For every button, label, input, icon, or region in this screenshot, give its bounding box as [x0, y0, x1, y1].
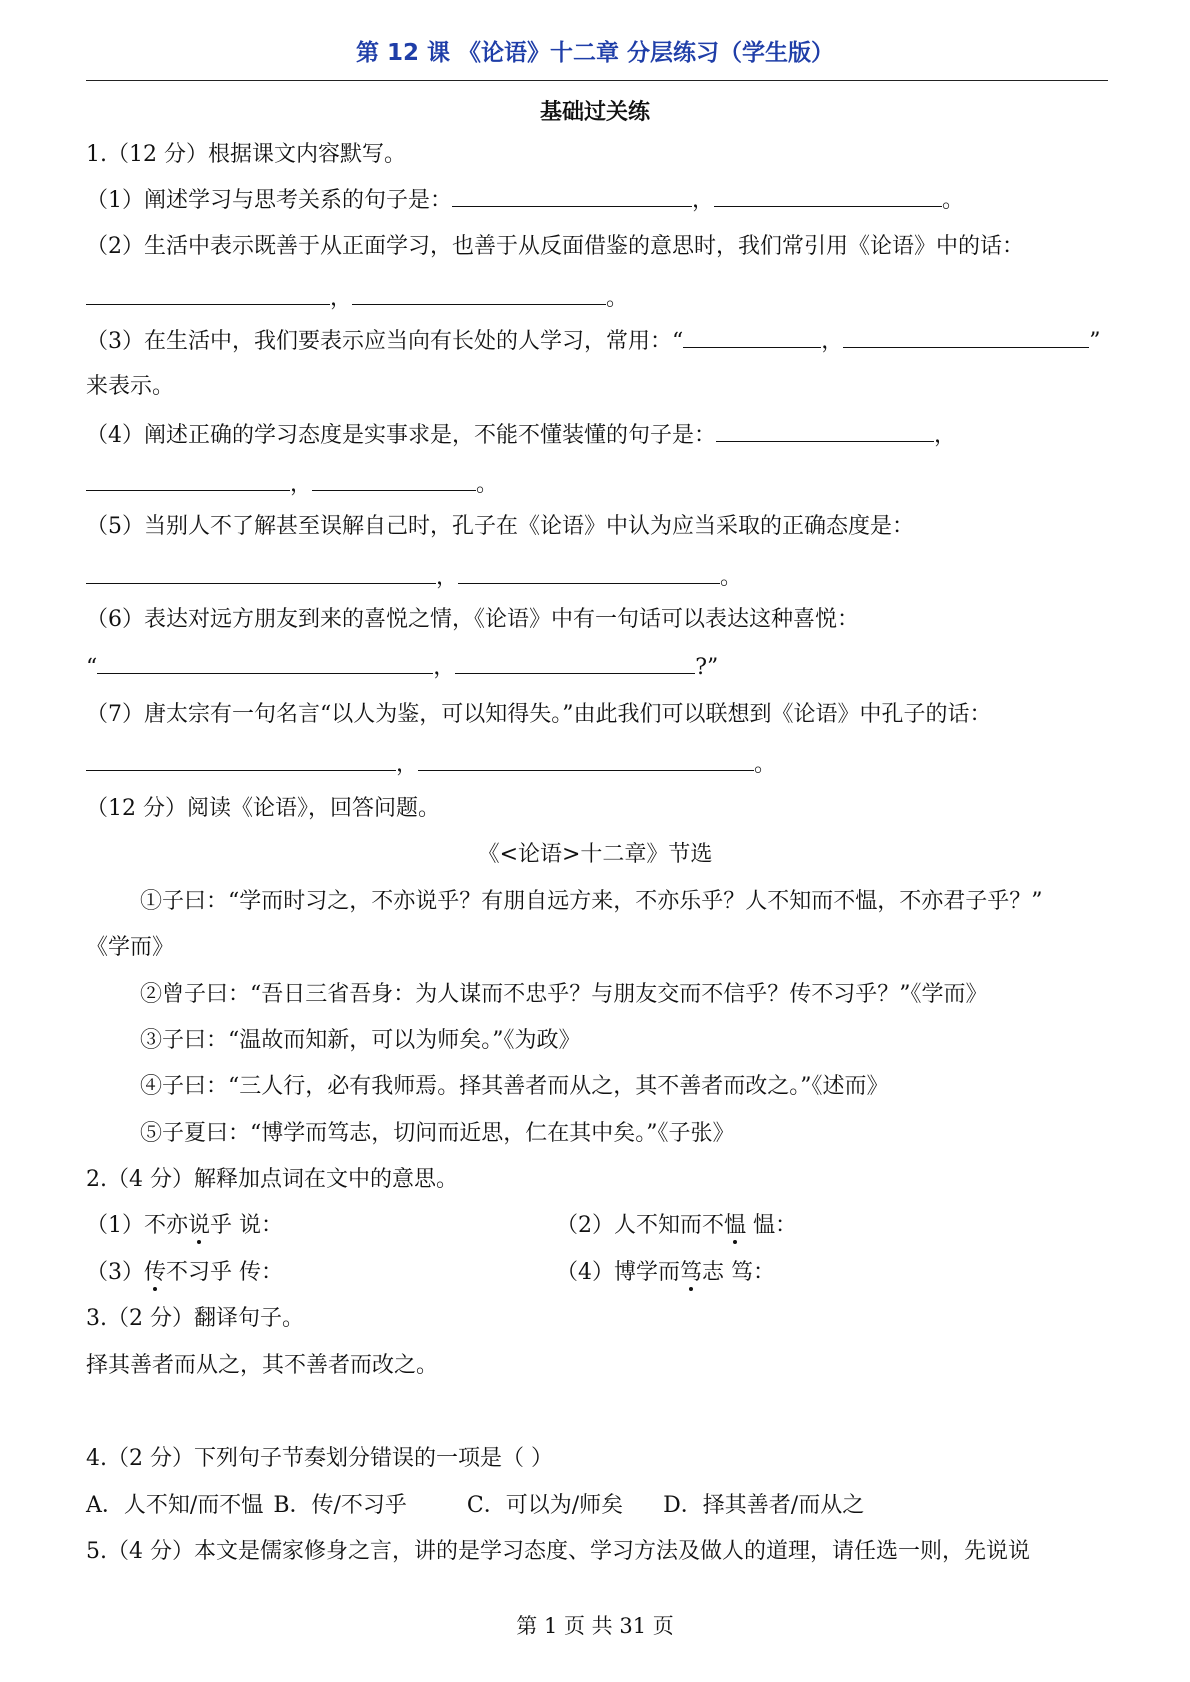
q3-stem: 3.（2 分）翻译句子。	[86, 1306, 304, 1331]
q1-part7: （7）唐太宗有一句名言“以人为鉴，可以知得失。”由此我们可以联想到《论语》中孔子的话：	[86, 702, 992, 727]
q2-stem: 2.（4 分）解释加点词在文中的意思。	[86, 1167, 458, 1192]
q1-part3-text: （3）在生活中，我们要表示应当向有长处的人学习，常用：“	[86, 329, 684, 354]
passage-line: ③子曰：“温故而知新，可以为师矣。”《为政》	[140, 1028, 581, 1053]
passage-line: ⑤子夏曰：“博学而笃志，切问而近思，仁在其中矣。”《子张》	[140, 1121, 735, 1146]
answer-blank[interactable]	[458, 561, 720, 584]
dotted-word: 笃	[680, 1260, 703, 1285]
q4-stem: 4.（2 分）下列句子节奏划分错误的一项是（ ）	[86, 1446, 553, 1471]
title-divider	[86, 80, 1108, 81]
dotted-word: 愠	[724, 1213, 747, 1238]
q1-part3: （3）在生活中，我们要表示应当向有长处的人学习，常用：“ ， ”	[86, 325, 1101, 357]
answer-blank[interactable]	[352, 282, 606, 305]
q1-stem: 1.（12 分）根据课文内容默写。	[86, 142, 406, 167]
dotted-word: 说	[188, 1213, 211, 1238]
q1-part1: （1）阐述学习与思考关系的句子是： ， 。	[86, 184, 964, 216]
answer-blank[interactable]	[843, 325, 1089, 348]
q2-item-text: （3）	[86, 1260, 144, 1285]
q2-item-text: （2）人不知而不	[556, 1213, 724, 1238]
passage-title: 《<论语>十二章》节选	[477, 842, 713, 867]
reading-intro: （12 分）阅读《论语》，回答问题。	[86, 796, 440, 821]
q1-part4-text: （4）阐述正确的学习态度是实事求是，不能不懂装懂的句子是：	[86, 423, 716, 448]
q1-part6: （6）表达对远方朋友到来的喜悦之情，《论语》中有一句话可以表达这种喜悦：	[86, 607, 859, 632]
page-title: 第 12 课 《论语》十二章 分层练习（学生版）	[355, 40, 835, 66]
answer-blank[interactable]	[86, 561, 436, 584]
answer-blank[interactable]	[86, 282, 330, 305]
q5-stem: 5.（4 分）本文是儒家修身之言，讲的是学习态度、学习方法及做人的道理，请任选一则，先说说	[86, 1539, 1030, 1564]
q2-item-text: 不习乎 传：	[166, 1260, 284, 1285]
q2-item-text: （1）不亦	[86, 1213, 188, 1238]
option-d: D．择其善者/而从之	[663, 1493, 865, 1518]
q1-part4-answer: ， 。	[86, 468, 498, 500]
q1-part2: （2）生活中表示既善于从正面学习，也善于从反面借鉴的意思时，我们常引用《论语》中的话：	[86, 234, 1025, 259]
q1-part1-text: （1）阐述学习与思考关系的句子是：	[86, 188, 452, 213]
section-heading: 基础过关练	[539, 100, 650, 125]
answer-blank[interactable]	[455, 651, 695, 674]
answer-blank[interactable]	[716, 419, 934, 442]
q1-part2-answer: ， 。	[86, 282, 628, 314]
q2-item-text: （4）博学而	[556, 1260, 680, 1285]
q1-part5: （5）当别人不了解甚至误解自己时，孔子在《论语》中认为应当采取的正确态度是：	[86, 514, 914, 539]
passage-line: ④子曰：“三人行，必有我师焉。择其善者而从之，其不善者而改之。”《述而》	[140, 1074, 889, 1099]
q2-item	[556, 1258, 775, 1288]
answer-blank[interactable]	[312, 468, 476, 491]
option-a: A．人不知/而不愠	[86, 1493, 264, 1518]
q1-part3-tail: 来表示。	[86, 374, 175, 399]
q1-part5-answer: ， 。	[86, 561, 742, 593]
q4-options	[86, 1491, 864, 1521]
q1-part4: （4）阐述正确的学习态度是实事求是，不能不懂装懂的句子是： ，	[86, 419, 956, 451]
answer-blank[interactable]	[86, 468, 290, 491]
q2-item	[556, 1211, 797, 1241]
q2-item-text: 志 笃：	[702, 1260, 776, 1285]
q1-part7-answer: ， 。	[86, 748, 776, 780]
q2-item	[86, 1211, 283, 1241]
option-c: C．可以为/师矣	[466, 1493, 624, 1518]
q2-item	[86, 1258, 283, 1288]
answer-blank[interactable]	[97, 651, 433, 674]
q2-item-text: 愠：	[746, 1213, 798, 1238]
passage-line: ①子曰：“学而时习之，不亦说乎？有朋自远方来，不亦乐乎？人不知而不愠，不亦君子乎？”	[140, 889, 1043, 914]
answer-blank[interactable]	[452, 184, 692, 207]
passage-line: ②曾子曰：“吾日三省吾身：为人谋而不忠乎？与朋友交而不信乎？传不习乎？”《学而》	[140, 982, 988, 1007]
answer-blank[interactable]	[714, 184, 942, 207]
answer-blank[interactable]	[418, 748, 754, 771]
q2-item-text: 乎 说：	[210, 1213, 284, 1238]
q1-part6-answer: “ ， ?”	[86, 651, 718, 683]
passage-line: 《学而》	[86, 935, 175, 960]
option-b: B．传/不习乎	[273, 1493, 407, 1518]
q3-sentence: 择其善者而从之，其不善者而改之。	[86, 1353, 439, 1378]
dotted-word: 传	[144, 1260, 167, 1285]
page-footer: 第 1 页 共 31 页	[516, 1614, 674, 1638]
answer-blank[interactable]	[86, 748, 396, 771]
answer-blank[interactable]	[683, 325, 821, 348]
